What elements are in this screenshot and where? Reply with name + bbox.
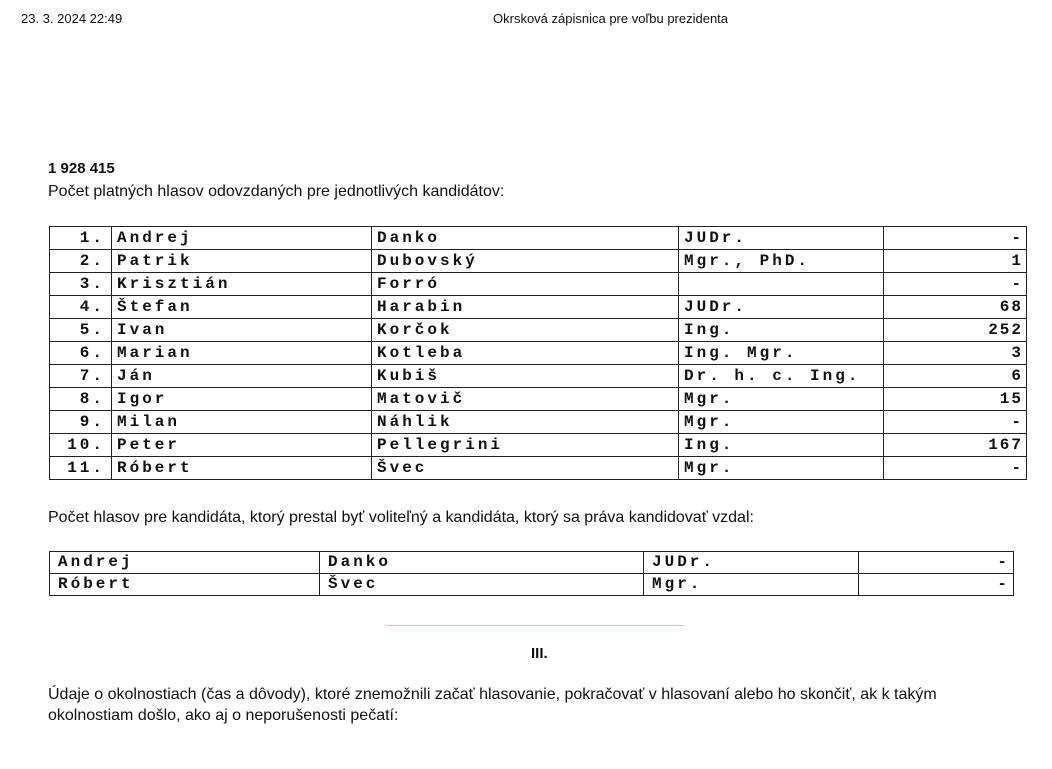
withdrawn-last-name: Danko (320, 552, 644, 574)
candidate-row (50, 411, 1027, 434)
candidate-number: 11. (50, 457, 112, 480)
withdrawn-last-name: Švec (320, 574, 644, 596)
withdrawn-votes: - (859, 574, 1014, 596)
candidate-last-name: Korčok (372, 319, 679, 342)
candidate-first-name: Marian (112, 342, 372, 365)
candidate-row (50, 273, 1027, 296)
withdrawn-first-name: Róbert (50, 574, 320, 596)
candidate-votes: - (884, 457, 1027, 480)
withdrawn-title: JUDr. (644, 552, 859, 574)
candidate-last-name: Švec (372, 457, 679, 480)
total-number: 1 928 415 (48, 160, 115, 177)
candidate-first-name: Andrej (112, 227, 372, 250)
candidate-votes: - (884, 273, 1027, 296)
candidate-title: JUDr. (679, 296, 884, 319)
candidate-first-name: Milan (112, 411, 372, 434)
candidate-title: Mgr. (679, 388, 884, 411)
candidate-row (50, 319, 1027, 342)
candidate-number: 4. (50, 296, 112, 319)
candidate-title: Ing. (679, 319, 884, 342)
candidate-row (50, 457, 1027, 480)
withdrawn-candidates-table (49, 551, 1014, 596)
candidate-last-name: Harabin (372, 296, 679, 319)
candidate-title: Dr. h. c. Ing. (679, 365, 884, 388)
withdrawn-votes: - (859, 552, 1014, 574)
candidate-last-name: Náhlik (372, 411, 679, 434)
candidate-last-name: Matovič (372, 388, 679, 411)
candidate-votes: 3 (884, 342, 1027, 365)
candidate-title: Mgr., PhD. (679, 250, 884, 273)
candidate-votes: 252 (884, 319, 1027, 342)
candidate-first-name: Igor (112, 388, 372, 411)
candidate-votes: 15 (884, 388, 1027, 411)
candidate-row (50, 388, 1027, 411)
candidate-row (50, 250, 1027, 273)
candidate-row (50, 296, 1027, 319)
candidate-title: JUDr. (679, 227, 884, 250)
candidate-votes: 1 (884, 250, 1027, 273)
candidate-votes: - (884, 411, 1027, 434)
candidate-title: Mgr. (679, 411, 884, 434)
candidate-last-name: Kubiš (372, 365, 679, 388)
circumstances-text: Údaje o okolnostiach (čas a dôvody), ktoré znemožnili začať hlasovanie, pokračovať v hlasovaní alebo ho skončiť, ak k takým okolnostiam došlo, ako aj o neporušenosti pečatí: (48, 686, 937, 724)
candidate-row (50, 434, 1027, 457)
candidate-number: 7. (50, 365, 112, 388)
candidate-number: 8. (50, 388, 112, 411)
candidate-last-name: Dubovský (372, 250, 679, 273)
candidate-first-name: Ján (112, 365, 372, 388)
candidate-title: Ing. (679, 434, 884, 457)
withdrawn-row (50, 574, 1014, 596)
candidate-votes: 6 (884, 365, 1027, 388)
candidate-votes: 167 (884, 434, 1027, 457)
candidate-first-name: Patrik (112, 250, 372, 273)
divider-line (385, 625, 685, 626)
candidate-votes: 68 (884, 296, 1027, 319)
candidate-first-name: Krisztián (112, 273, 372, 296)
section-number: III. (531, 645, 548, 662)
withdrawn-heading: Počet hlasov pre kandidáta, ktorý prestal byť voliteľný a kandidáta, ktorý sa práva kandidovať vzdal: (48, 509, 754, 526)
withdrawn-title: Mgr. (644, 574, 859, 596)
candidate-row (50, 227, 1027, 250)
candidate-first-name: Róbert (112, 457, 372, 480)
valid-votes-heading: Počet platných hlasov odovzdaných pre jednotlivých kandidátov: (48, 183, 505, 200)
candidate-number: 2. (50, 250, 112, 273)
candidates-table (49, 226, 1027, 480)
candidate-number: 10. (50, 434, 112, 457)
candidate-number: 6. (50, 342, 112, 365)
candidate-number: 5. (50, 319, 112, 342)
candidate-last-name: Kotleba (372, 342, 679, 365)
candidate-last-name: Danko (372, 227, 679, 250)
candidate-title: Mgr. (679, 457, 884, 480)
candidate-first-name: Štefan (112, 296, 372, 319)
candidate-title: Ing. Mgr. (679, 342, 884, 365)
candidate-number: 1. (50, 227, 112, 250)
candidate-row (50, 365, 1027, 388)
candidate-title (679, 273, 884, 296)
candidate-first-name: Peter (112, 434, 372, 457)
candidate-votes: - (884, 227, 1027, 250)
candidate-row (50, 342, 1027, 365)
candidate-last-name: Forró (372, 273, 679, 296)
candidate-number: 3. (50, 273, 112, 296)
candidate-first-name: Ivan (112, 319, 372, 342)
candidate-last-name: Pellegrini (372, 434, 679, 457)
print-datetime: 23. 3. 2024 22:49 (21, 11, 123, 26)
candidate-number: 9. (50, 411, 112, 434)
document-title: Okrsková zápisnica pre voľbu prezidenta (493, 11, 729, 26)
withdrawn-first-name: Andrej (50, 552, 320, 574)
withdrawn-row (50, 552, 1014, 574)
